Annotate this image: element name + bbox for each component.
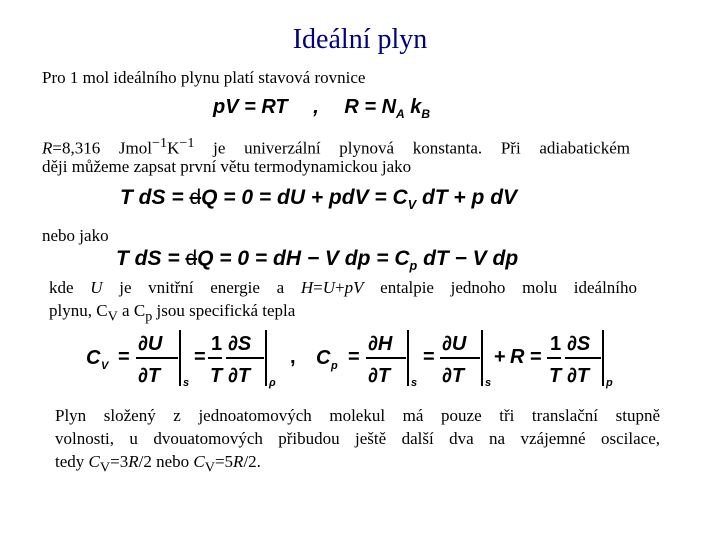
def-H: H — [300, 278, 314, 297]
constant-description: je univerzální plynová konstanta. Při adiabatickém — [194, 138, 630, 158]
conclusion-sub-v2: V — [204, 459, 215, 476]
cp-dT: ∂T — [368, 365, 391, 387]
state-equation-separator: , — [313, 96, 319, 118]
heat-capacity-equations — [80, 326, 620, 394]
def-pV: pV — [344, 278, 364, 297]
first-law-equation-1 — [120, 186, 517, 212]
cp-symbol: C — [316, 347, 331, 369]
cp-dU: ∂U — [442, 333, 467, 355]
constant-exponent-2: −1 — [179, 135, 195, 151]
cv-equals: = — [118, 346, 130, 368]
cv-T: T — [210, 365, 223, 387]
cv-dT: ∂T — [228, 365, 251, 387]
eq1-part-b: Q = 0 = dU + pdV = C — [201, 186, 408, 209]
def-sub-p: p — [145, 308, 153, 325]
slide-title: Ideální plyn — [292, 24, 428, 55]
cv-sub-rho: ρ — [269, 377, 276, 389]
cp-sub-s-2: s — [485, 377, 492, 389]
eq1-part-a: T dS = — [120, 186, 190, 209]
cp-sub-s: s — [411, 377, 418, 389]
cp-one: 1 — [550, 333, 562, 355]
cp-R: R — [510, 346, 525, 368]
cv-numerator: ∂U — [138, 333, 163, 355]
first-law-equation-2 — [116, 247, 518, 273]
boltzmann-subscript: B — [421, 107, 431, 121]
definitions-line-2 — [49, 299, 295, 328]
cv-denominator: ∂T — [138, 365, 161, 387]
def-sub-v: V — [107, 308, 118, 325]
constant-value: =8,316 Jmol — [52, 138, 152, 158]
conclusion-tedy: tedy — [55, 452, 89, 471]
cv-equals-2: = — [194, 346, 206, 368]
conclusion-end: /2. — [243, 452, 261, 471]
conclusion-R1: R — [128, 452, 139, 471]
conclusion-C1: C — [88, 452, 100, 471]
def-kde: kde — [49, 278, 91, 297]
cp-T: T — [549, 365, 562, 387]
state-equation-left: pV = RT — [213, 96, 288, 118]
cp-plus: + — [494, 346, 506, 368]
cp-equals-2: = — [423, 346, 435, 368]
cp-equals-3: = — [530, 346, 542, 368]
eq1-subscript: V — [407, 198, 417, 213]
cp-dT-3: ∂T — [567, 365, 590, 387]
def-text-c: entalpie jednoho molu ideálního — [363, 278, 638, 297]
conclusion-line-2: volnosti, u dvouatomových přibudou ještě další dva na vzájemné oscilace, — [55, 429, 660, 448]
cv-one: 1 — [211, 333, 223, 355]
gas-constant-relation: R = N — [344, 96, 397, 118]
eq2-inexact-d: d — [185, 247, 198, 270]
cv-symbol: C — [86, 347, 101, 369]
def-a-c: a C — [117, 301, 146, 320]
cp-sub-p: p — [606, 377, 613, 389]
def-specific-heats: jsou specifická tepla — [152, 301, 296, 320]
conclusion-R2: R — [233, 452, 244, 471]
conclusion-value-1: =3 — [110, 452, 129, 471]
boltzmann-symbol: k — [410, 96, 422, 118]
constant-line-2: ději můžeme zapsat první větu termodynamickou jako — [42, 157, 412, 176]
conclusion-line-1: Plyn složený z jednoatomových molekul má pouze tři translační stupně — [55, 406, 660, 425]
def-plynu: plynu, C — [49, 301, 108, 320]
eq2-subscript: p — [409, 259, 418, 274]
conclusion-sub-v1: V — [99, 459, 111, 476]
cv-sub-s: s — [183, 377, 190, 389]
def-text-b: je vnitřní energie a — [102, 278, 301, 297]
intro-text: Pro 1 mol ideálního plynu platí stavová rovnice — [42, 68, 366, 87]
state-equation — [213, 96, 430, 121]
conclusion-C2: C — [193, 452, 205, 471]
cv-dS: ∂S — [228, 333, 252, 355]
nebo-jako-text: nebo jako — [42, 226, 109, 245]
constant-exponent-1: −1 — [152, 135, 168, 151]
heat-eq-comma: , — [290, 346, 296, 368]
cp-dH: ∂H — [368, 333, 393, 355]
def-U: U — [90, 278, 103, 297]
cp-dT-2: ∂T — [442, 365, 465, 387]
avogadro-subscript: A — [396, 107, 405, 121]
cp-subscript: p — [331, 360, 338, 372]
conclusion-line-3 — [55, 450, 261, 479]
def-equals: = — [313, 278, 323, 297]
def-plus: + — [335, 278, 345, 297]
eq1-part-c: dT + p dV — [416, 186, 518, 209]
conclusion-nebo: /2 nebo — [138, 452, 194, 471]
cp-dS: ∂S — [567, 333, 591, 355]
eq2-part-a: T dS = — [116, 247, 186, 270]
constant-symbol: R — [42, 138, 53, 158]
cp-equals: = — [348, 346, 360, 368]
constant-unit-k: K — [167, 138, 180, 158]
conclusion-value-2: =5 — [214, 452, 234, 471]
cv-subscript: V — [101, 360, 109, 372]
definitions-line-1 — [49, 276, 637, 299]
def-U2: U — [322, 278, 335, 297]
eq2-part-b: Q = 0 = dH − V dp = C — [197, 247, 410, 270]
eq2-part-c: dT − V dp — [417, 247, 519, 270]
eq1-inexact-d: d — [189, 186, 202, 209]
